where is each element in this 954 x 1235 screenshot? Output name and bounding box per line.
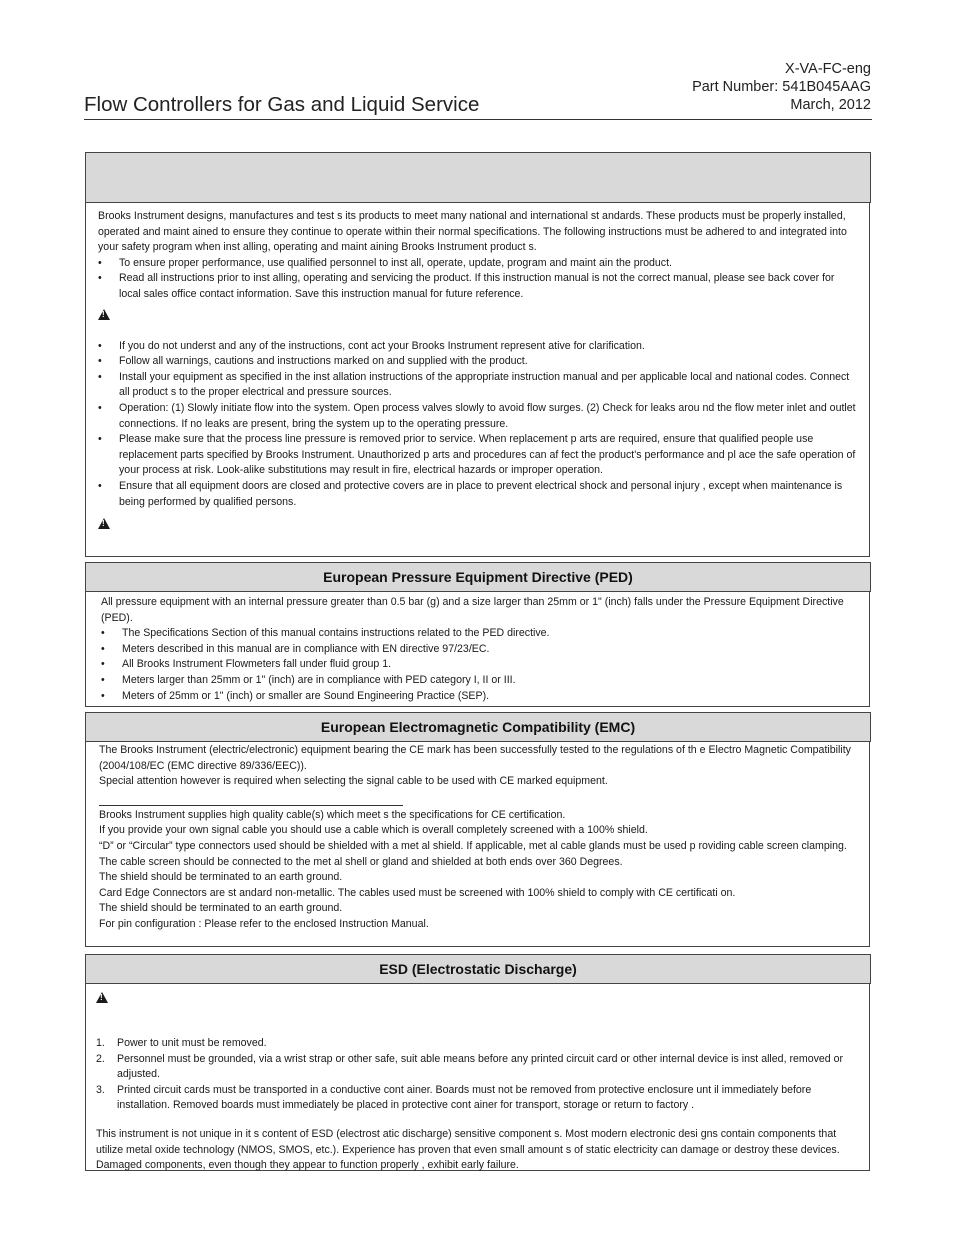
list-item: • Meters of 25mm or 1" (inch) or smaller are Sound Engineering Practice (SEP). <box>101 689 857 705</box>
list-item: • If you do not underst and any of the instructions, cont act your Brooks Instrument represent ative for clarification. <box>98 339 857 355</box>
ped-heading: European Pressure Equipment Directive (PED) <box>85 562 871 592</box>
emc-divider <box>99 790 403 806</box>
emc-intro-text: The Brooks Instrument (electric/electronic) equipment bearing the CE mark has been successfully tested to the regulations of th e Electro Magnetic Compatibility (2004/108/EC (EMC directive 89/336/EEC)). <box>99 744 851 772</box>
emc-line: The cable screen should be connected to the met al shell or gland and shielded at both ends over 360 Degrees. <box>99 855 623 868</box>
safety-intro: Brooks Instrument designs, manufactures and test s its products to meet many national and international st andards. These products must be properly installed, operated and maint ained to ensure they continue to operate within their normal specifications. The following instructions must be adhered to and integrated into your safety program when inst alling, operating and maint aining Brooks Instrument product s. <box>98 210 847 254</box>
list-item: 1. Power to unit must be removed. <box>96 1037 267 1049</box>
warning-icon <box>98 518 110 529</box>
emc-line: For pin configuration : Please refer to the enclosed Instruction Manual. <box>99 917 429 930</box>
emc-intro-text: Special attention however is required when selecting the signal cable to be used with CE marked equipment. <box>99 775 608 788</box>
list-item: 3. Printed circuit cards must be transported in a conductive cont ainer. Boards must not be removed from protective enclosure unt il immediately before installation. Removed boards must immediately be placed in protective cont ainer for transport, storage or return to factory . <box>96 1083 812 1112</box>
doc-date: March, 2012 <box>790 97 871 113</box>
safety-header-bar <box>85 152 871 203</box>
list-item: • Meters larger than 25mm or 1" (inch) are in compliance with PED category I, II or III. <box>101 673 857 689</box>
emc-line: “D” or “Circular” type connectors used should be shielded with a met al shield. If applicable, met al cable glands must be used p roviding cable screen clamping. <box>99 839 847 852</box>
doc-code: X-VA-FC-eng <box>785 61 871 77</box>
emc-line: The shield should be terminated to an earth ground. <box>99 902 343 915</box>
list-item: • Meters described in this manual are in compliance with EN directive 97/23/EC. <box>101 642 857 658</box>
ped-box <box>85 591 870 707</box>
emc-box <box>85 741 870 947</box>
warning-icon <box>98 309 110 320</box>
emc-line: The shield should be terminated to an earth ground. <box>99 871 343 884</box>
document-meta <box>692 60 871 114</box>
list-item: • Operation: (1) Slowly initiate flow into the system. Open process valves slowly to avoid flow surges. (2) Check for leaks arou nd the flow meter inlet and outlet connections. If no leaks are present, bring the system up to the operating pressure. <box>98 401 857 432</box>
part-number: Part Number: 541B045AAG <box>692 79 871 95</box>
list-item: • All Brooks Instrument Flowmeters fall under fluid group 1. <box>101 657 857 673</box>
list-item: • To ensure proper performance, use qualified personnel to inst all, operate, update, program and maint ain the product. <box>98 256 857 272</box>
emc-heading: European Electromagnetic Compatibility (EMC) <box>85 712 871 742</box>
emc-line: Brooks Instrument supplies high quality cable(s) which meet s the specifications for CE certification. <box>99 808 566 821</box>
title-divider <box>84 119 872 120</box>
warning-icon <box>96 992 108 1003</box>
esd-heading: ESD (Electrostatic Discharge) <box>85 954 871 984</box>
esd-closing-paragraph: This instrument is not unique in it s content of ESD (electrost atic discharge) sensitive component s. Most modern electronic desi gns contain components that utilize metal oxide technology (NMOS, SMOS, etc.). Experience has proven that even small amount s of static electricity can damage or destroy these devices. Damaged components, even though they appear to function properly , exhibit early failure. <box>96 1127 840 1172</box>
page-title: Flow Controllers for Gas and Liquid Service <box>84 93 480 116</box>
ped-intro: All pressure equipment with an internal pressure greater than 0.5 bar (g) and a size larger than 25mm or 1" (inch) falls under the Pressure Equipment Directive (PED). <box>101 596 844 624</box>
emc-line: Card Edge Connectors are st andard non-metallic. The cables used must be screened with 100% shield to comply with CE certificati on. <box>99 886 736 899</box>
esd-box <box>85 983 870 1171</box>
list-item: • Ensure that all equipment doors are closed and protective covers are in place to prevent electrical shock and personal injury , except when maintenance is being performed by qualified persons. <box>98 479 857 510</box>
list-item: • The Specifications Section of this manual contains instructions related to the PED directive. <box>101 626 857 642</box>
list-item: • Read all instructions prior to inst alling, operating and servicing the product. If this instruction manual is not the correct manual, please see back cover for local sales office contact information. Save this instruction manual for future reference. <box>98 271 857 302</box>
list-item: • Install your equipment as specified in the inst allation instructions of the appropriate instruction manual and per applicable local and national codes. Connect all product s to the proper electrical and pressure sources. <box>98 370 857 401</box>
list-item: 2. Personnel must be grounded, via a wrist strap or other safe, suit able means before any printed circuit card or other internal device is inst alled, removed or adjusted. <box>96 1052 844 1081</box>
safety-box <box>85 202 870 557</box>
list-item: • Please make sure that the process line pressure is removed prior to service. When replacement p arts are required, ensure that qualified people use replacement parts specified by Brooks Instrument. Unauthorized p arts and procedures can af fect the product's performance and pl ace the safe operation of your process at risk. Look-alike substitutions may result in fire, electrical hazards or improper operation. <box>98 432 857 479</box>
emc-line: If you provide your own signal cable you should use a cable which is overall completely screened with a 100% shield. <box>99 824 648 837</box>
list-item: • Follow all warnings, cautions and instructions marked on and supplied with the product. <box>98 354 857 370</box>
